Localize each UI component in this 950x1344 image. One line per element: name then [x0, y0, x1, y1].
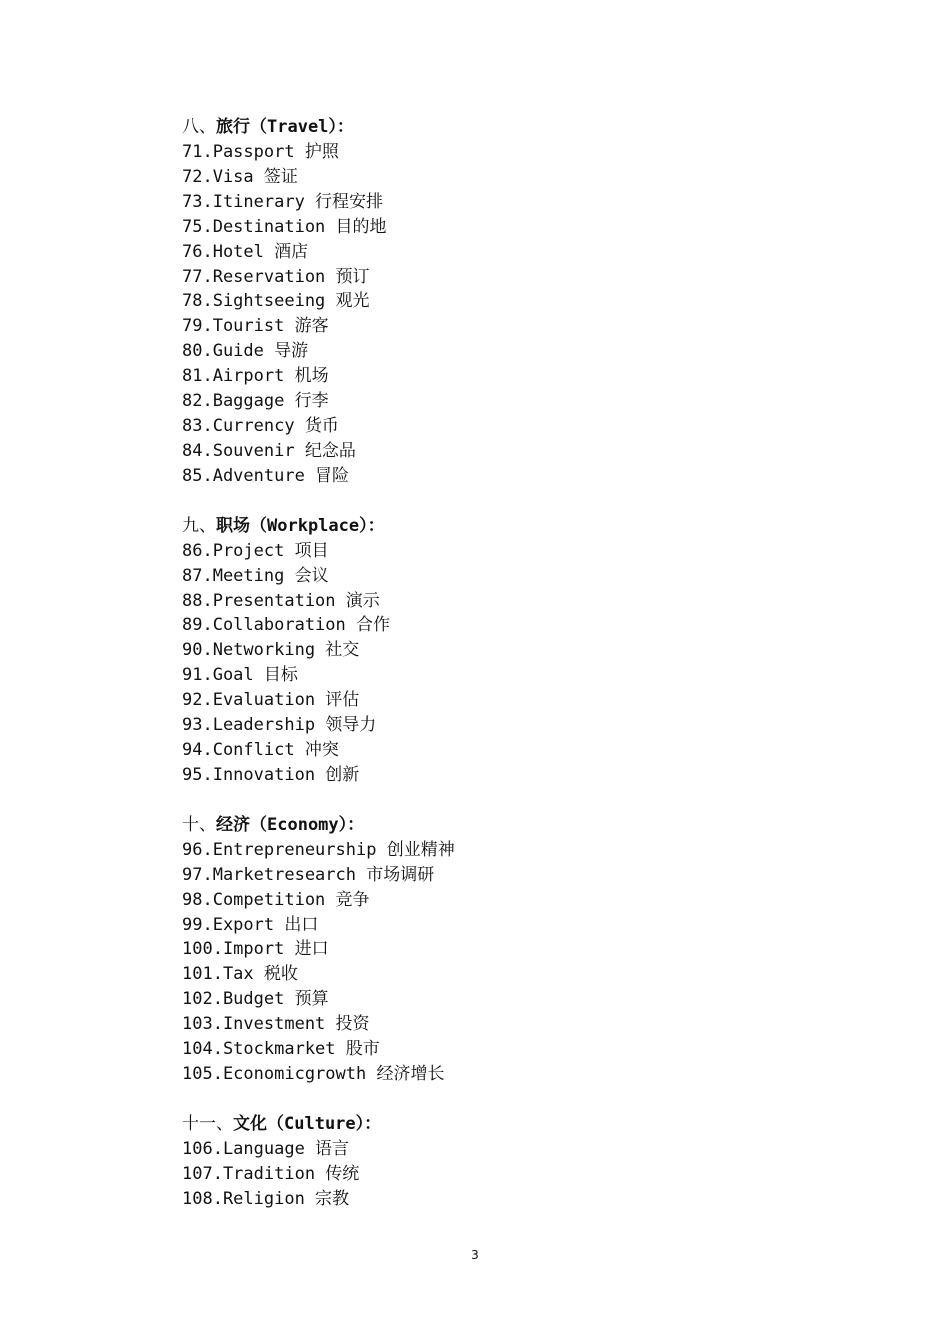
- vocabulary-item: 90.Networking 社交: [182, 640, 360, 661]
- vocabulary-item: 82.Baggage 行李: [182, 391, 329, 412]
- section-number: 十、: [182, 814, 216, 835]
- section-title-workplace: [182, 514, 882, 539]
- section-number: 十一、: [182, 1113, 233, 1134]
- vocabulary-content: [182, 115, 882, 1236]
- vocabulary-item: 71.Passport 护照: [182, 141, 339, 162]
- vocabulary-item: 94.Conflict 冲突: [182, 740, 339, 761]
- section-heading: 文化（Culture）：: [233, 1113, 382, 1134]
- section-workplace: [182, 514, 882, 788]
- vocabulary-item: 87.Meeting 会议: [182, 565, 329, 586]
- vocabulary-item: 97.Marketresearch 市场调研: [182, 864, 435, 885]
- vocabulary-item: 91.Goal 目标: [182, 665, 298, 686]
- vocabulary-item: 99.Export 出口: [182, 914, 319, 935]
- section-economy: [182, 813, 882, 1087]
- vocabulary-item: 101.Tax 税收: [182, 964, 298, 985]
- vocabulary-item: 81.Airport 机场: [182, 366, 329, 387]
- section-heading: 职场（Workplace）：: [216, 515, 385, 536]
- vocabulary-list-travel: [182, 140, 882, 489]
- vocabulary-item: 108.Religion 宗教: [182, 1188, 350, 1209]
- vocabulary-item: 98.Competition 竞争: [182, 889, 370, 910]
- section-heading: 旅行（Travel）：: [216, 117, 354, 137]
- vocabulary-item: 92.Evaluation 评估: [182, 690, 360, 711]
- vocabulary-item: 73.Itinerary 行程安排: [182, 191, 384, 212]
- vocabulary-item: 83.Currency 货币: [182, 416, 339, 437]
- vocabulary-item: 107.Tradition 传统: [182, 1163, 360, 1184]
- vocabulary-item: 88.Presentation 演示: [182, 590, 380, 611]
- section-number: 八、: [182, 117, 216, 137]
- vocabulary-item: 100.Import 进口: [182, 939, 329, 960]
- section-heading: 经济（Economy）：: [216, 814, 365, 835]
- vocabulary-item: 96.Entrepreneurship 创业精神: [182, 839, 455, 860]
- vocabulary-item: 86.Project 项目: [182, 540, 329, 561]
- vocabulary-item: 76.Hotel 酒店: [182, 241, 309, 262]
- vocabulary-item: 72.Visa 签证: [182, 166, 298, 187]
- section-culture: [182, 1112, 882, 1212]
- section-number: 九、: [182, 515, 216, 536]
- vocabulary-item: 79.Tourist 游客: [182, 316, 329, 337]
- vocabulary-item: 102.Budget 预算: [182, 989, 329, 1010]
- section-travel: [182, 115, 882, 489]
- vocabulary-list-workplace: [182, 539, 882, 788]
- vocabulary-item: 80.Guide 导游: [182, 341, 309, 362]
- vocabulary-item: 75.Destination 目的地: [182, 216, 387, 237]
- section-title-travel: [182, 115, 882, 140]
- vocabulary-item: 105.Economicgrowth 经济增长: [182, 1064, 445, 1085]
- vocabulary-item: 89.Collaboration 合作: [182, 615, 390, 636]
- vocabulary-item: 84.Souvenir 纪念品: [182, 440, 356, 461]
- vocabulary-item: 106.Language 语言: [182, 1138, 350, 1159]
- page-number: 3: [471, 1248, 479, 1262]
- section-title-economy: [182, 813, 882, 838]
- vocabulary-item: 103.Investment 投资: [182, 1014, 370, 1035]
- section-title-culture: [182, 1112, 882, 1137]
- vocabulary-item: 95.Innovation 创新: [182, 764, 360, 785]
- vocabulary-item: 78.Sightseeing 观光: [182, 291, 370, 312]
- vocabulary-item: 93.Leadership 领导力: [182, 715, 377, 736]
- vocabulary-list-culture: [182, 1137, 882, 1212]
- vocabulary-item: 77.Reservation 预订: [182, 266, 370, 287]
- vocabulary-list-economy: [182, 838, 882, 1087]
- vocabulary-item: 104.Stockmarket 股市: [182, 1039, 380, 1060]
- vocabulary-item: 85.Adventure 冒险: [182, 465, 350, 486]
